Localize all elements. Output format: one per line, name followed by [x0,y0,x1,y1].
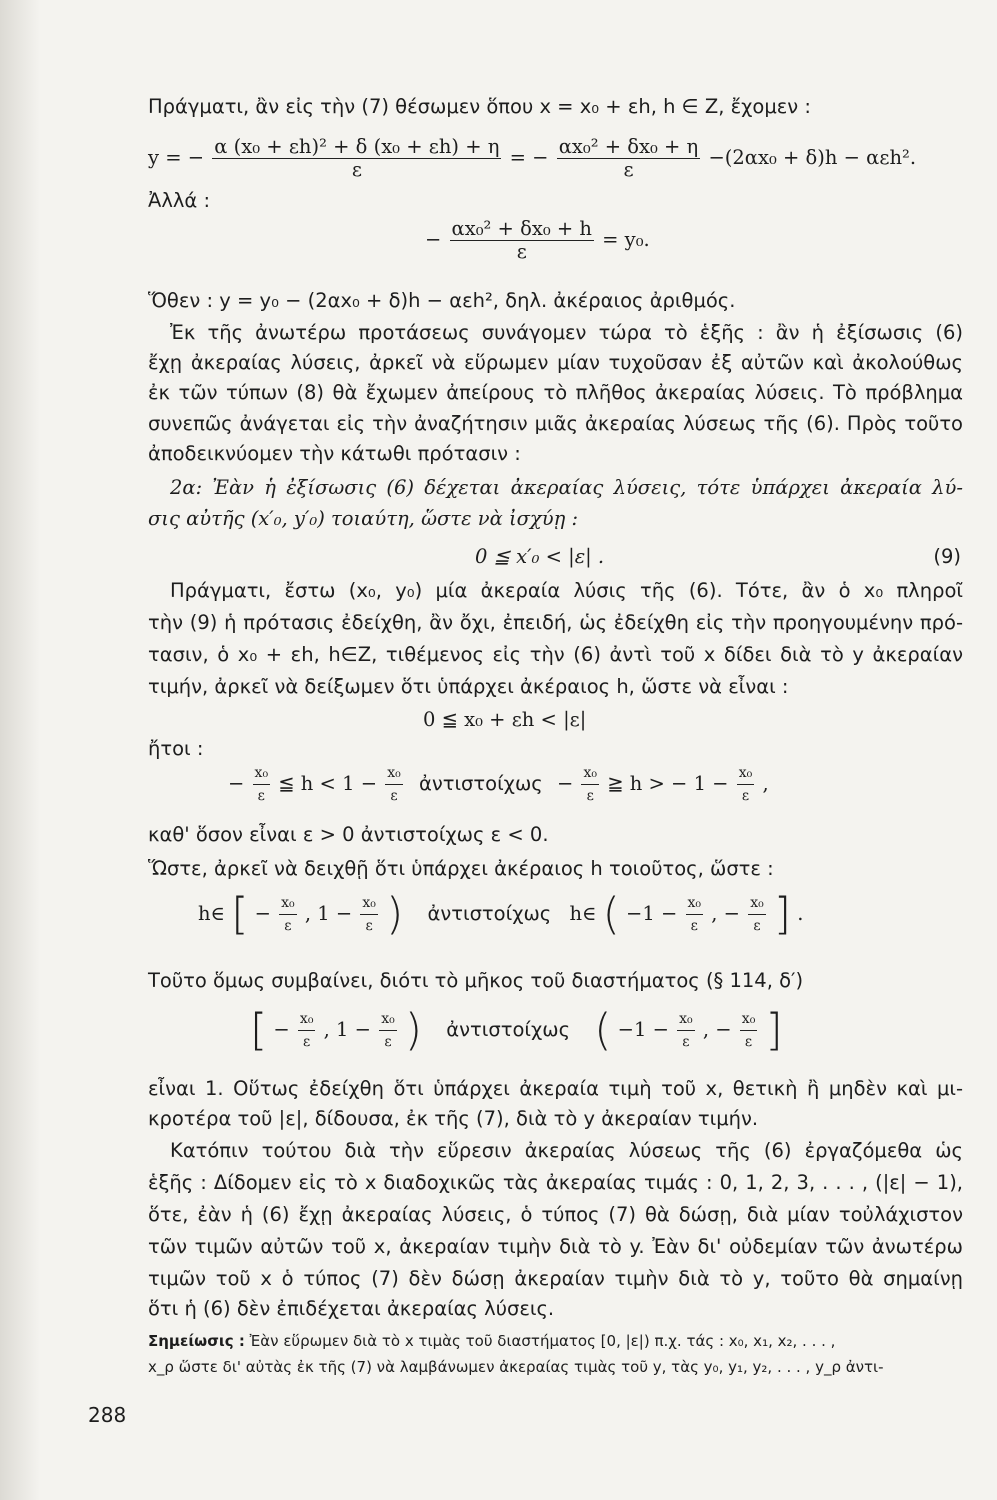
theorem-line: σις αὐτῆς (x′₀, y′₀) τοιαύτη, ὥστε νὰ ἰσχύῃ : [148,507,579,530]
equation-y-expansion [148,136,916,181]
text-line: ἀποδεικνύομεν τὴν κάτωθι πρότασιν : [148,442,521,465]
dot: . [797,902,804,925]
minus-part: −1 − [617,1018,669,1041]
text-line: εἶναι 1. Οὕτως ἐδείχθη ὅτι ὑπάρχει ἀκεραία τιμὴ τοῦ x, θετικὴ ἢ μηδὲν καὶ μι- [148,1077,963,1100]
theorem-line: 2α: Ἐὰν ἡ ἐξίσωσις (6) δέχεται ἀκεραίας λύσεις, τότε ὑπάρχει ἀκεραία λύ- [170,476,963,499]
fraction [298,1008,316,1053]
eq-rhs: = y₀. [602,228,650,251]
fraction [379,1008,397,1053]
denominator: ε [284,918,292,934]
eq-tail: −(2αx₀ + δ)h − αεh². [708,146,917,169]
equation-y0 [425,218,650,263]
minus-sign: − [254,902,271,925]
word: ἀντιστοίχως [418,772,543,795]
paren: ( [594,1004,612,1056]
text-line: Ὥστε, ἀρκεῖ νὰ δειχθῇ ὅτι ὑπάρχει ἀκέραιος h τοιοῦτος, ὥστε : [148,857,774,880]
text-line: Τοῦτο ὅμως συμβαίνει, διότι τὸ μῆκος τοῦ διαστήματος (§ 114, δ′) [148,969,804,992]
denominator: ε [384,1034,392,1050]
paren: ) [404,1004,423,1056]
ineq-part: ≦ h < 1 − [278,772,378,795]
text-line: Ἐκ τῆς ἀνωτέρω προτάσεως συνάγομεν τώρα τὸ ἑξῆς : ἂν ἡ ἐξίσωσις (6) [170,321,963,344]
fraction [450,218,594,263]
equation-9: 0 ≦ x′₀ < |ε| . [475,545,605,568]
minus-sign: − [273,1018,290,1041]
denominator: ε [257,788,265,804]
sep: , 1 − [323,1018,371,1041]
text-line: τὴν (9) ἡ πρότασις ἐδείχθη, ἂν ὄχι, ἐπειδή, ὡς ἐδείχθη εἰς τὴν προηγουμένην πρό- [148,611,963,634]
numerator: αx₀² + δx₀ + h [451,217,592,240]
minus-sign: − [425,228,442,251]
fraction [686,892,704,937]
numerator: x₀ [737,762,755,785]
fraction [581,762,599,807]
fraction [360,892,378,937]
word: ἀντιστοίχως [446,1018,571,1041]
text-line: Ἀλλά : [148,189,211,212]
minus-sign: − [228,772,245,795]
bracket: [ [250,1004,268,1056]
page-number: 288 [88,1403,127,1427]
fraction [385,762,403,807]
fraction [740,1008,758,1053]
footnote-line: x_ρ ὥστε δι' αὐτὰς ἐκ τῆς (7) νὰ λαμβάνωμεν ἀκεραίας τιμὰς τοῦ y, τὰς y₀, y₁, y₂, . . . , y_ρ ἀντι- [148,1358,884,1376]
note-text: Ἐὰν εὕρωμεν διὰ τὸ x τιμὰς τοῦ διαστήματος [0, |ε|) π.χ. τάς : x₀, x₁, x₂, . . . , [249,1332,836,1350]
fraction [737,762,755,807]
bracket: ] [765,1004,783,1056]
numerator: x₀ [677,1008,695,1031]
fraction [253,762,271,807]
inequalities-h [228,762,769,807]
equation-bound: 0 ≦ x₀ + εh < |ε| [423,708,587,731]
comma: , [762,772,769,795]
ineq-part: ≧ h > − 1 − [607,772,729,795]
page-gutter-shadow [0,0,40,1500]
interval-condition [198,888,804,940]
bracket: ] [773,888,792,940]
equation-number: (9) [933,545,961,568]
text-line: ὅτε, ἐὰν ἡ (6) ἔχῃ ἀκεραίας λύσεις, ὁ τύπος (7) θὰ δώσῃ, διὰ μίαν τοὐλάχιστον [148,1203,963,1226]
text-line: καθ' ὅσον εἶναι ε > 0 ἀντιστοίχως ε < 0. [148,823,549,846]
numerator: α (x₀ + εh)² + δ (x₀ + εh) + η [214,135,500,158]
text-line: ὅτι ἡ (6) δὲν ἐπιδέχεται ἀκεραίας λύσεις. [148,1297,555,1320]
numerator: αx₀² + δx₀ + η [558,135,699,158]
denominator: ε [623,158,634,181]
denominator: ε [303,1034,311,1050]
denominator: ε [365,918,373,934]
minus-part: −1 − [626,902,678,925]
text-line: ἑξῆς : Δίδομεν εἰς τὸ x διαδοχικῶς τὰς ἀκεραίας τιμάς : 0, 1, 2, 3, . . . , (|ε| − 1), [148,1171,963,1194]
h-in: h∈ [198,902,225,925]
text-line: τῶν τιμῶν αὐτῶν τοῦ x, ἀκεραίαν τιμὴν διὰ τὸ y. Ἐὰν δι' οὐδεμίαν τῶν ἀνωτέρω [148,1235,963,1258]
text-line: τιμῶν τοῦ x ὁ τύπος (7) δὲν δώσῃ ἀκεραίαν τιμὴν διὰ τὸ y, τοῦτο θὰ σημαίνῃ [148,1267,963,1290]
sep: , 1 − [304,902,353,925]
text-line: ἤτοι : [148,737,204,760]
paren: ) [386,888,404,940]
eq-lhs: y = − [148,146,205,169]
word: ἀντιστοίχως [427,902,552,925]
text-line: Κατόπιν τούτου διὰ τὴν εὕρεσιν ἀκεραίας λύσεως τῆς (6) ἐργαζόμεθα ὡς [170,1139,963,1162]
text-line: Ὅθεν : y = y₀ − (2αx₀ + δ)h − αεh², δηλ. ἀκέραιος ἀριθμός. [148,289,736,312]
denominator: ε [690,918,698,934]
numerator: x₀ [748,892,766,915]
denominator: ε [516,240,527,263]
numerator: x₀ [253,762,271,785]
numerator: x₀ [686,892,704,915]
text-line: τιμήν, ἀρκεῖ νὰ δείξωμεν ὅτι ὑπάρχει ἀκέραιος h, ὥστε νὰ εἶναι : [148,675,789,698]
fraction [677,1008,695,1053]
text-line: συνεπῶς ἀνάγεται εἰς τὴν ἀναζήτησιν μιᾶς ἀκεραίας λύσεως τῆς (6). Πρὸς τοῦτο [148,412,963,435]
text-line: ἔχῃ ἀκεραίας λύσεις, ἀρκεῖ νὰ εὕρωμεν μίαν τυχοῦσαν ἐξ αὐτῶν καὶ ἀκολούθως [148,351,963,374]
numerator: x₀ [385,762,403,785]
h-in: h∈ [569,902,597,925]
numerator: x₀ [298,1008,316,1031]
eq-sign: = − [509,146,549,169]
denominator: ε [753,918,761,934]
bracket: [ [231,888,249,940]
text-line: τασιν, ὁ x₀ + εh, h∈Z, τιθέμενος εἰς τὴν (6) ἀντὶ τοῦ x δίδει διὰ τὸ y ἀκεραίαν [148,643,963,666]
numerator: x₀ [360,892,378,915]
denominator: ε [744,1034,753,1050]
fraction [212,136,501,181]
sep: , − [702,1018,732,1041]
footnote-line [148,1329,963,1353]
text-line: ἐκ τῶν τύπων (8) θὰ ἔχωμεν ἀπείρους τὸ πλῆθος ἀκεραίας λύσεις. Τὸ πρόβλημα [148,381,963,404]
numerator: x₀ [379,1008,397,1031]
text-line: Πράγματι, ἂν εἰς τὴν (7) θέσωμεν ὅπου x = x₀ + εh, h ∈ Z, ἔχομεν : [148,95,811,118]
numerator: x₀ [740,1008,758,1031]
denominator: ε [682,1034,690,1050]
fraction [279,892,297,937]
text-line: Πράγματι, ἔστω (x₀, y₀) μία ἀκεραία λύσις τῆς (6). Τότε, ἂν ὁ x₀ πληροῖ [170,579,963,602]
minus-sign: − [556,772,574,795]
fraction [557,136,701,181]
numerator: x₀ [279,892,297,915]
paren: ( [602,888,620,940]
text-line: κροτέρα τοῦ |ε|, δίδουσα, ἐκ τῆς (7), διὰ τὸ y ἀκεραίαν τιμήν. [148,1107,759,1130]
denominator: ε [586,788,594,804]
fraction [748,892,766,937]
denominator: ε [390,788,398,804]
numerator: x₀ [581,762,599,785]
interval-length [250,1004,783,1056]
denominator: ε [351,158,362,181]
denominator: ε [741,788,750,804]
sep: , − [711,902,740,925]
note-label: Σημείωσις : [148,1332,245,1350]
